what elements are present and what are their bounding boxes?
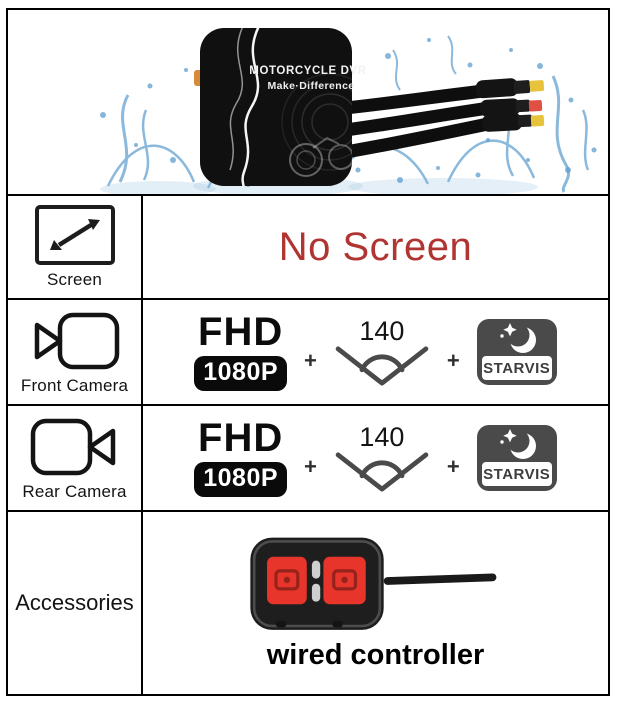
moon-star-icon [477,319,557,357]
accessories-value-cell [143,512,608,694]
dvr-unit [200,24,378,194]
row-screen [8,194,608,298]
screen-size-icon [35,205,115,265]
wide-angle-icon [334,345,430,387]
spec-sheet-frame [6,8,610,696]
product-illustration [8,10,608,194]
fhd-text: FHD [198,309,284,354]
wired-controller-image [246,535,506,635]
starvis-badge [477,319,557,385]
badge-1080p: 1080P [194,462,287,497]
starvis-badge [477,425,557,491]
plus-sign: + [304,348,317,373]
no-screen-text: No Screen [278,224,473,269]
screen-value-cell [143,196,608,298]
rear-camera-icon [29,417,121,477]
resolution-block [194,415,287,497]
plus-sign: + [446,454,460,479]
photo-button [323,556,365,603]
rear-camera-value-cell [143,406,608,510]
angle-value: 140 [359,421,405,452]
device-title: MOTORCYCLE DVR [249,65,367,77]
front-camera-label-cell [8,300,143,404]
view-angle-block [334,421,430,493]
row-front-camera [8,298,608,404]
yellow-plug-tip [530,80,545,92]
resolution-block [194,309,287,391]
accessories-label: Accessories [15,590,134,615]
badge-1080p: 1080P [194,356,287,391]
fhd-text: FHD [198,415,284,460]
record-button [267,556,307,603]
starvis-label: STARVIS [482,462,552,486]
front-camera-icon [29,311,121,371]
angle-value: 140 [359,315,405,346]
controller-caption: wired controller [266,638,485,671]
front-camera-label: Front Camera [20,376,129,395]
plus-sign: + [304,454,317,479]
device-subtitle: Make·Difference [267,80,355,92]
screen-label-cell [8,196,143,298]
product-image [8,10,608,194]
camera-cables [346,90,498,152]
indicator-led [311,560,319,578]
screen-label: Screen [46,270,103,289]
wide-angle-icon [334,451,430,493]
view-angle-block [334,315,430,387]
front-camera-value-cell [143,300,608,404]
accessories-label-cell [8,512,143,694]
cable-connectors [475,76,544,132]
plus-sign: + [446,348,460,373]
red-plug-tip [529,100,543,112]
moon-star-icon [477,425,557,463]
indicator-led [311,583,319,601]
yellow-plug-tip [531,115,545,127]
row-accessories [8,510,608,694]
starvis-label: STARVIS [482,356,552,380]
rear-camera-label: Rear Camera [22,482,127,501]
row-rear-camera [8,404,608,510]
rear-camera-label-cell [8,406,143,510]
